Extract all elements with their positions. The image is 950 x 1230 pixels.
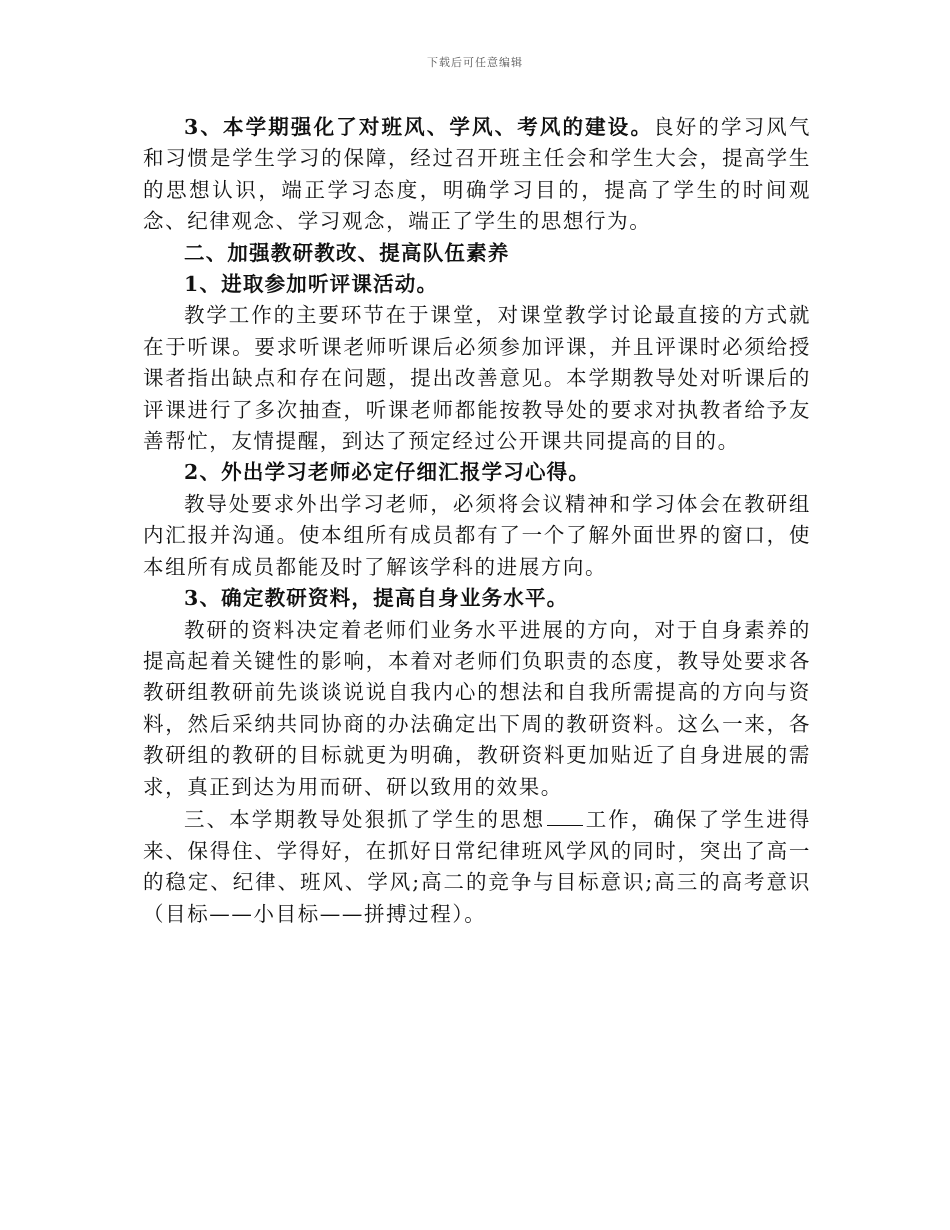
subheading-lesson-review: 1、进取参加听评课活动。	[184, 272, 439, 297]
paragraph-lead-bold: 3、本学期强化了对班风、学风、考风的建设。	[184, 115, 654, 139]
paragraph-text-before-blank: 三、本学期教导处狠抓了学生的思想	[184, 807, 546, 832]
paragraph-text-after-blank: 工作，确保了学生进得来、保得住、学得好，在抓好日常纪律班风学风的同时，突出了高一的稳定、纪律、班风、学风;高二的竞争与目标意识;高三的高考意识（目标——小目标——拼搏过程）。	[143, 807, 811, 926]
paragraph-student-ideology	[143, 803, 811, 930]
section-heading: 二、加强教研教改、提高队伍素养	[184, 240, 510, 265]
paragraph-discipline	[143, 112, 811, 238]
paragraph-external-study: 教导处要求外出学习老师，必须将会议精神和学习体会在教研组内汇报并沟通。使本组所有成员都有了一个了解外面世界的窗口，使本组所有成员都能及时了解该学科的进展方向。	[143, 491, 811, 579]
subheading-external-study: 2、外出学习老师必定仔细汇报学习心得。	[184, 460, 591, 485]
paragraph-research-materials: 教研的资料决定着老师们业务水平进展的方向，对于自身素养的提高起着关键性的影响，本着对老师们负职责的态度，教导处要求各教研组教研前先谈谈说说自我内心的想法和自我所需提高的方向与资料，然后采纳共同协商的办法确定出下周的教研资料。这么一来，各教研组的教研的目标就更为明确，教研资料更加贴近了自身进展的需求，真正到达为用而研、研以致用的效果。	[143, 617, 811, 799]
document-body	[143, 112, 811, 930]
paragraph-lesson-review: 教学工作的主要环节在于课堂，对课堂教学讨论最直接的方式就在于听课。要求听课老师听课后必须参加评课，并且评课时必须给授课者指出缺点和存在问题，提出改善意见。本学期教导处对听课后的评课进行了多次抽查，听课老师都能按教导处的要求对执教者给予友善帮忙，友情提醒，到达了预定经过公开课共同提高的目的。	[143, 303, 811, 454]
subheading-research-materials: 3、确定教研资料，提高自身业务水平。	[184, 586, 569, 611]
paragraph-text: 良好的学习风气和习惯是学生学习的保障，经过召开班主任会和学生大会，提高学生的思想认识，端正学习态度，明确学习目的，提高了学生的时间观念、纪律观念、学习观念，端正了学生的思想行为。	[143, 115, 811, 234]
page-header: 下载后可任意编辑	[427, 56, 523, 69]
fill-blank-line	[547, 803, 583, 827]
